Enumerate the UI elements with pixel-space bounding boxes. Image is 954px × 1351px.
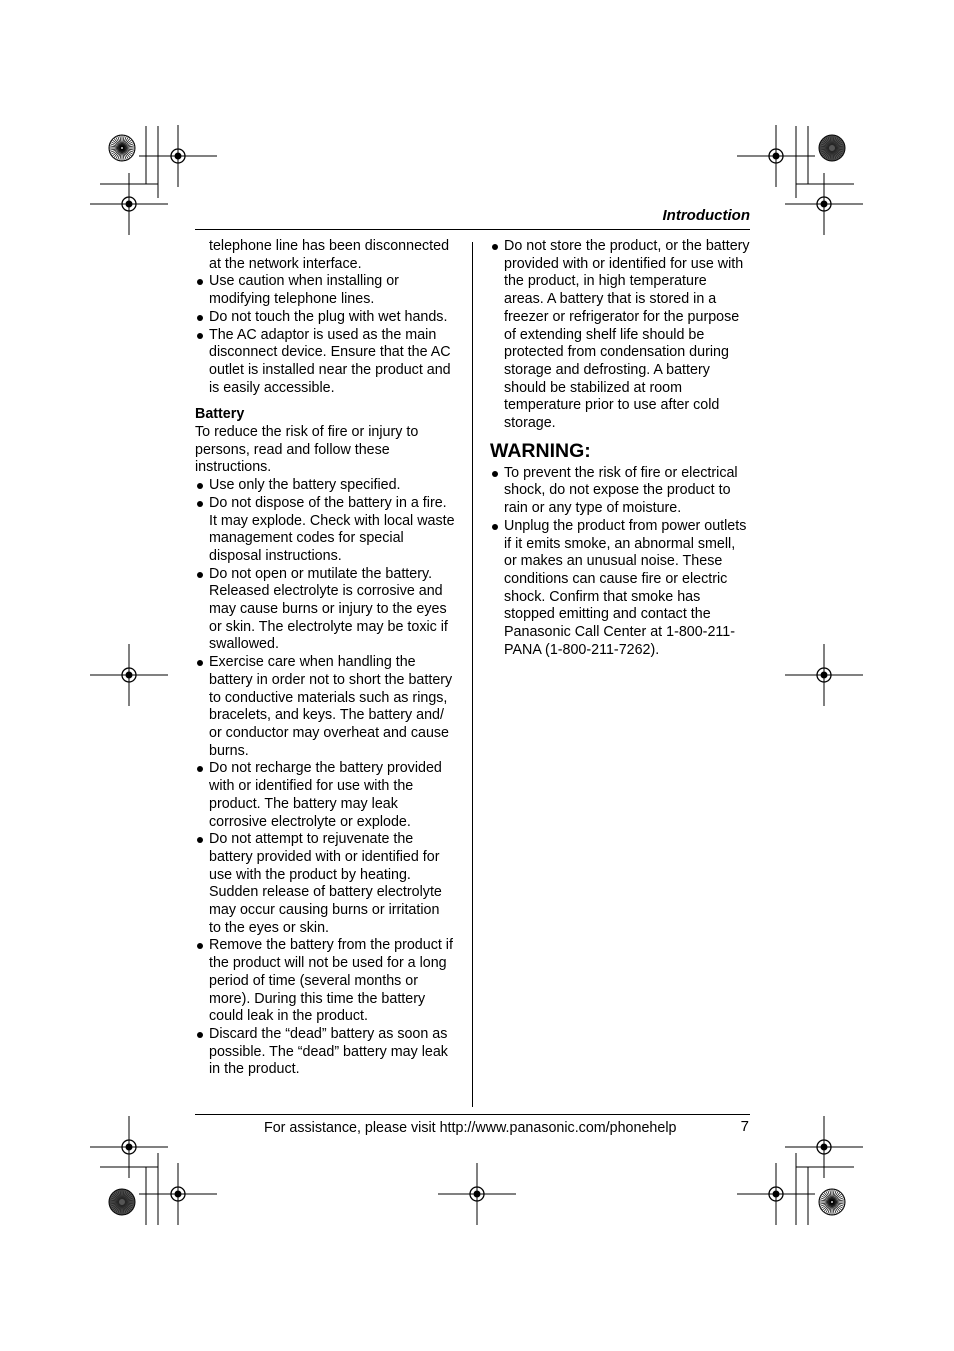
list-item: Do not open or mutilate the battery. Released electrolyte is corrosive and may cause burns or injury to the eyes or skin. The electrolyte may be toxic if swallowed. bbox=[195, 566, 461, 655]
registration-starburst bbox=[109, 135, 135, 161]
battery-intro: To reduce the risk of fire or injury to persons, read and follow these instructions. bbox=[195, 424, 419, 476]
registration-starburst bbox=[819, 135, 845, 161]
list-item: Discard the “dead” battery as soon as possible. The “dead” battery may leak in the product. bbox=[195, 1026, 461, 1079]
crosshair-dot bbox=[126, 201, 133, 208]
page-number: 7 bbox=[740, 1118, 749, 1135]
list-item: Use caution when installing or modifying telephone lines. bbox=[195, 273, 461, 308]
footer-rule bbox=[195, 1114, 750, 1115]
list-item: Do not dispose of the battery in a fire. It may explode. Check with local waste management codes for special disposal instructions. bbox=[195, 495, 461, 566]
list-item: Do not store the product, or the battery provided with or identified for use with the product, in high temperature areas. A battery that is stored in a freezer or refrigerator for the purpose of extending shelf life should be protected from condensation during storage and defrosting. A battery should be stabilized at room temperature prior to use after cold storage. bbox=[490, 238, 752, 433]
list-item: Do not touch the plug with wet hands. bbox=[195, 309, 461, 327]
section-title: Introduction bbox=[662, 207, 750, 224]
registration-starburst bbox=[109, 1189, 135, 1215]
safety-bullet-list bbox=[195, 273, 461, 397]
crosshair-dot bbox=[474, 1191, 481, 1198]
column-divider bbox=[472, 242, 473, 1107]
list-item: To prevent the risk of fire or electrical shock, do not expose the product to rain or any type of moisture. bbox=[490, 465, 752, 518]
list-item: The AC adaptor is used as the main disconnect device. Ensure that the AC outlet is installed near the product and is easily accessible. bbox=[195, 327, 461, 398]
crosshair-dot bbox=[773, 1191, 780, 1198]
crosshair-dot bbox=[175, 1191, 182, 1198]
battery-bullet-list bbox=[195, 477, 461, 1079]
crosshair-dot bbox=[821, 201, 828, 208]
continued-text: telephone line has been disconnected at the network interface. bbox=[209, 238, 450, 272]
crosshair-dot bbox=[821, 672, 828, 679]
list-item: Unplug the product from power outlets if it emits smoke, an abnormal smell, or makes an unusual noise. These conditions can cause fire or electric shock. Confirm that smoke has stopped emitting and contact the Panasonic Call Center at 1-800-211- PANA (1-800-211-7262). bbox=[490, 518, 752, 660]
footer-assistance-text: For assistance, please visit http://www.panasonic.com/phonehelp bbox=[264, 1120, 677, 1136]
crosshair-dot bbox=[773, 153, 780, 160]
list-item: Do not recharge the battery provided with or identified for use with the product. The battery may leak corrosive electrolyte or explode. bbox=[195, 760, 461, 831]
list-item: Exercise care when handling the battery in order not to short the battery to conductive materials such as rings, bracelets, and keys. The battery and/ or conductor may overheat and cause burns. bbox=[195, 654, 461, 760]
crosshair-dot bbox=[175, 153, 182, 160]
crosshair-dot bbox=[821, 1144, 828, 1151]
warning-heading: WARNING: bbox=[490, 439, 591, 462]
registration-starburst bbox=[819, 1189, 845, 1215]
right-column bbox=[490, 238, 752, 659]
crosshair-dot bbox=[126, 1144, 133, 1151]
list-item: Use only the battery specified. bbox=[195, 477, 461, 495]
crosshair-dot bbox=[126, 672, 133, 679]
list-item: Remove the battery from the product if the product will not be used for a long period of time (several months or more). During this time the battery could leak in the product. bbox=[195, 937, 461, 1026]
storage-bullet-list bbox=[490, 238, 752, 433]
header-rule bbox=[195, 229, 750, 230]
battery-heading: Battery bbox=[195, 406, 245, 423]
left-column bbox=[195, 238, 461, 1079]
list-item: Do not attempt to rejuvenate the battery provided with or identified for use with the product by heating. Sudden release of battery electrolyte may occur causing burns or irritation to the eyes or skin. bbox=[195, 831, 461, 937]
warning-bullet-list bbox=[490, 465, 752, 660]
